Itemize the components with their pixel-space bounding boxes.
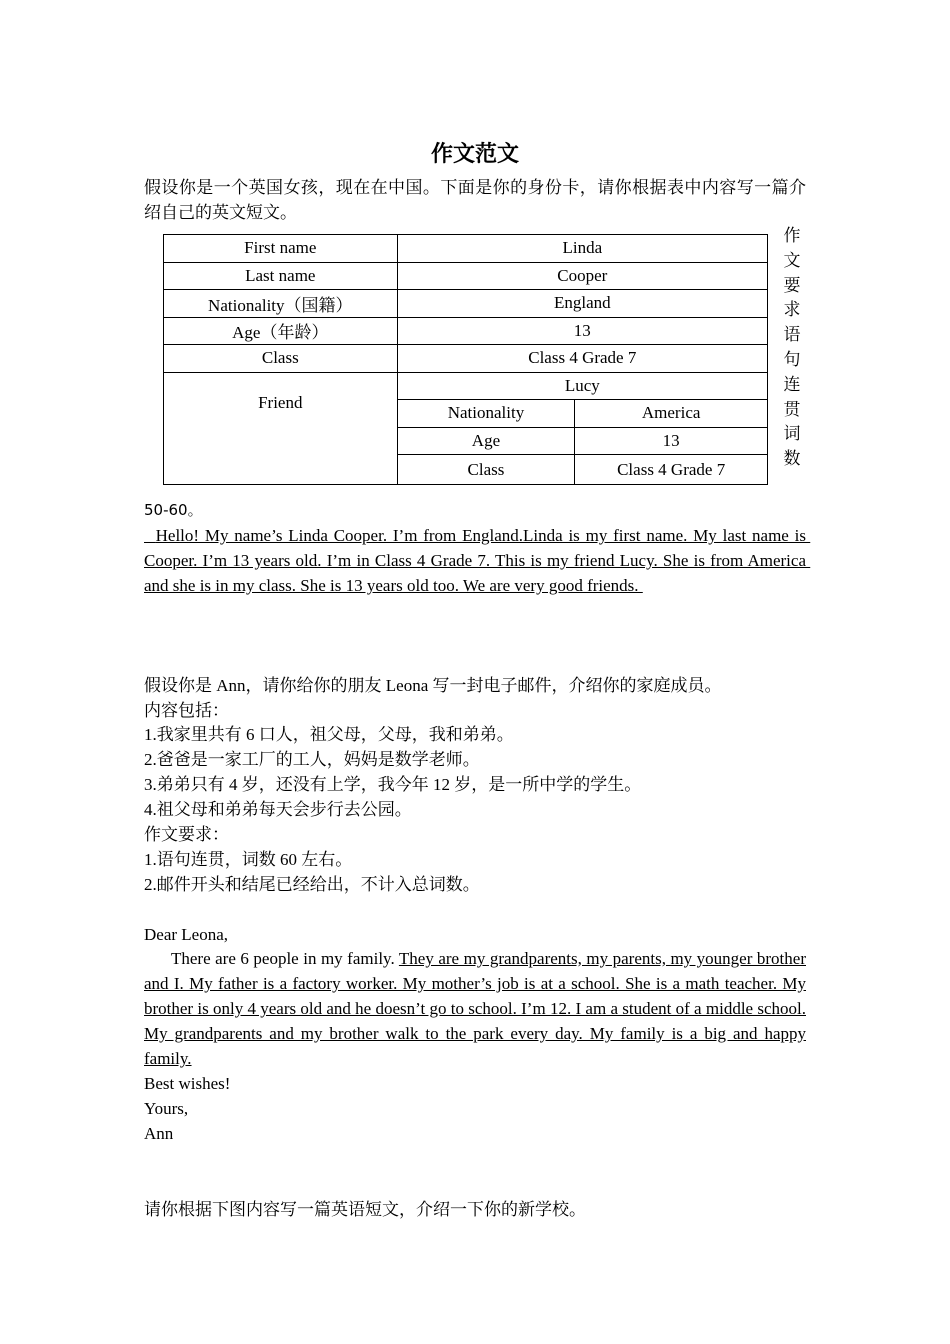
class-value: Class 4 Grade 7 <box>397 345 767 373</box>
requirement-tail: 50-60。 <box>144 501 203 519</box>
task2-req: 1.语句连贯，词数 60 左右。 <box>144 850 353 869</box>
requirement-char: 作 <box>783 226 801 246</box>
table-row <box>164 345 768 373</box>
letter-greeting: Dear Leona, <box>144 925 229 944</box>
task2-req: 2.邮件开头和结尾已经给出，不计入总词数。 <box>144 875 480 894</box>
friend-name-value: Lucy <box>397 372 767 400</box>
task2-req-heading: 作文要求： <box>144 825 229 844</box>
nationality-label: Nationality（国籍） <box>164 290 398 318</box>
letter-body <box>144 946 806 1071</box>
requirement-char: 连 <box>783 374 801 395</box>
last-name-value: Cooper <box>397 262 767 290</box>
table-row <box>164 262 768 290</box>
requirement-vertical-text <box>780 224 804 472</box>
task1-essay: Hello! My name’s Linda Cooper. I’m from England.Linda is my first name. My last name is Cooper. I’m 13 years old. I’m in Class 4 Grade 7. This is my friend Lucy. She is from America and she is in my class. She is 13 years old too. We are very good friends. <box>144 526 811 595</box>
requirement-char: 数 <box>783 449 801 470</box>
requirement-char: 求 <box>783 300 801 321</box>
task2-content-heading: 内容包括： <box>144 701 229 720</box>
class-label: Class <box>164 345 398 373</box>
letter-signature: Ann <box>144 1124 174 1143</box>
letter-closing: Best wishes! <box>144 1074 231 1093</box>
table-row <box>164 372 768 400</box>
table-row <box>164 290 768 318</box>
friend-age-value: 13 <box>575 427 768 455</box>
requirement-char: 贯 <box>783 399 801 420</box>
page-title: 作文范文 <box>430 142 519 167</box>
friend-label: Friend <box>164 372 398 485</box>
requirement-char: 文 <box>783 250 801 271</box>
task2-point: 1.我家里共有 6 口人，祖父母，父母，我和弟弟。 <box>144 725 514 744</box>
task2-point: 4.祖父母和弟弟每天会步行去公园。 <box>144 800 412 819</box>
letter-sign-off: Yours, <box>144 1099 189 1118</box>
last-name-label: Last name <box>164 262 398 290</box>
letter-body-start: There are 6 people in my family. <box>171 949 399 968</box>
task2-prompt: 假设你是 Ann，请你给你的朋友 Leona 写一封电子邮件，介绍你的家庭成员。 <box>144 676 722 695</box>
first-name-label: First name <box>164 235 398 263</box>
age-value: 13 <box>397 317 767 345</box>
friend-age-label: Age <box>397 427 575 455</box>
letter-body-underlined: They are my grandparents, my parents, my younger brother and I. My father is a factory worker. My mother’s job is at a school. She is a math teacher. My brother is only 4 years old and he doesn’t go to school. I’m 12. I am a student of a middle school. My grandparents and my brother walk to the park every day. My family is a big and happy family. <box>144 949 806 1068</box>
task1-prompt: 假设你是一个英国女孩，现在在中国。下面是你的身份卡，请你根据表中内容写一篇介绍自己的英文短文。 <box>144 178 806 222</box>
friend-class-label: Class <box>397 455 575 485</box>
friend-class-value: Class 4 Grade 7 <box>575 455 768 485</box>
task2-point: 2.爸爸是一家工厂的工人，妈妈是数学老师。 <box>144 750 480 769</box>
task3-prompt: 请你根据下图内容写一篇英语短文，介绍一下你的新学校。 <box>144 1200 586 1219</box>
table-row <box>164 317 768 345</box>
requirement-char: 要 <box>783 275 801 296</box>
friend-nationality-value: America <box>575 400 768 428</box>
identity-card-table <box>163 234 768 485</box>
nationality-value: England <box>397 290 767 318</box>
table-row <box>164 235 768 263</box>
age-label: Age（年龄） <box>164 317 398 345</box>
first-name-value: Linda <box>397 235 767 263</box>
task2-point: 3.弟弟只有 4 岁，还没有上学，我今年 12 岁，是一所中学的学生。 <box>144 775 642 794</box>
requirement-char: 词 <box>783 424 801 445</box>
requirement-char: 语 <box>783 325 801 346</box>
requirement-char: 句 <box>783 349 801 370</box>
friend-nationality-label: Nationality <box>397 400 575 428</box>
